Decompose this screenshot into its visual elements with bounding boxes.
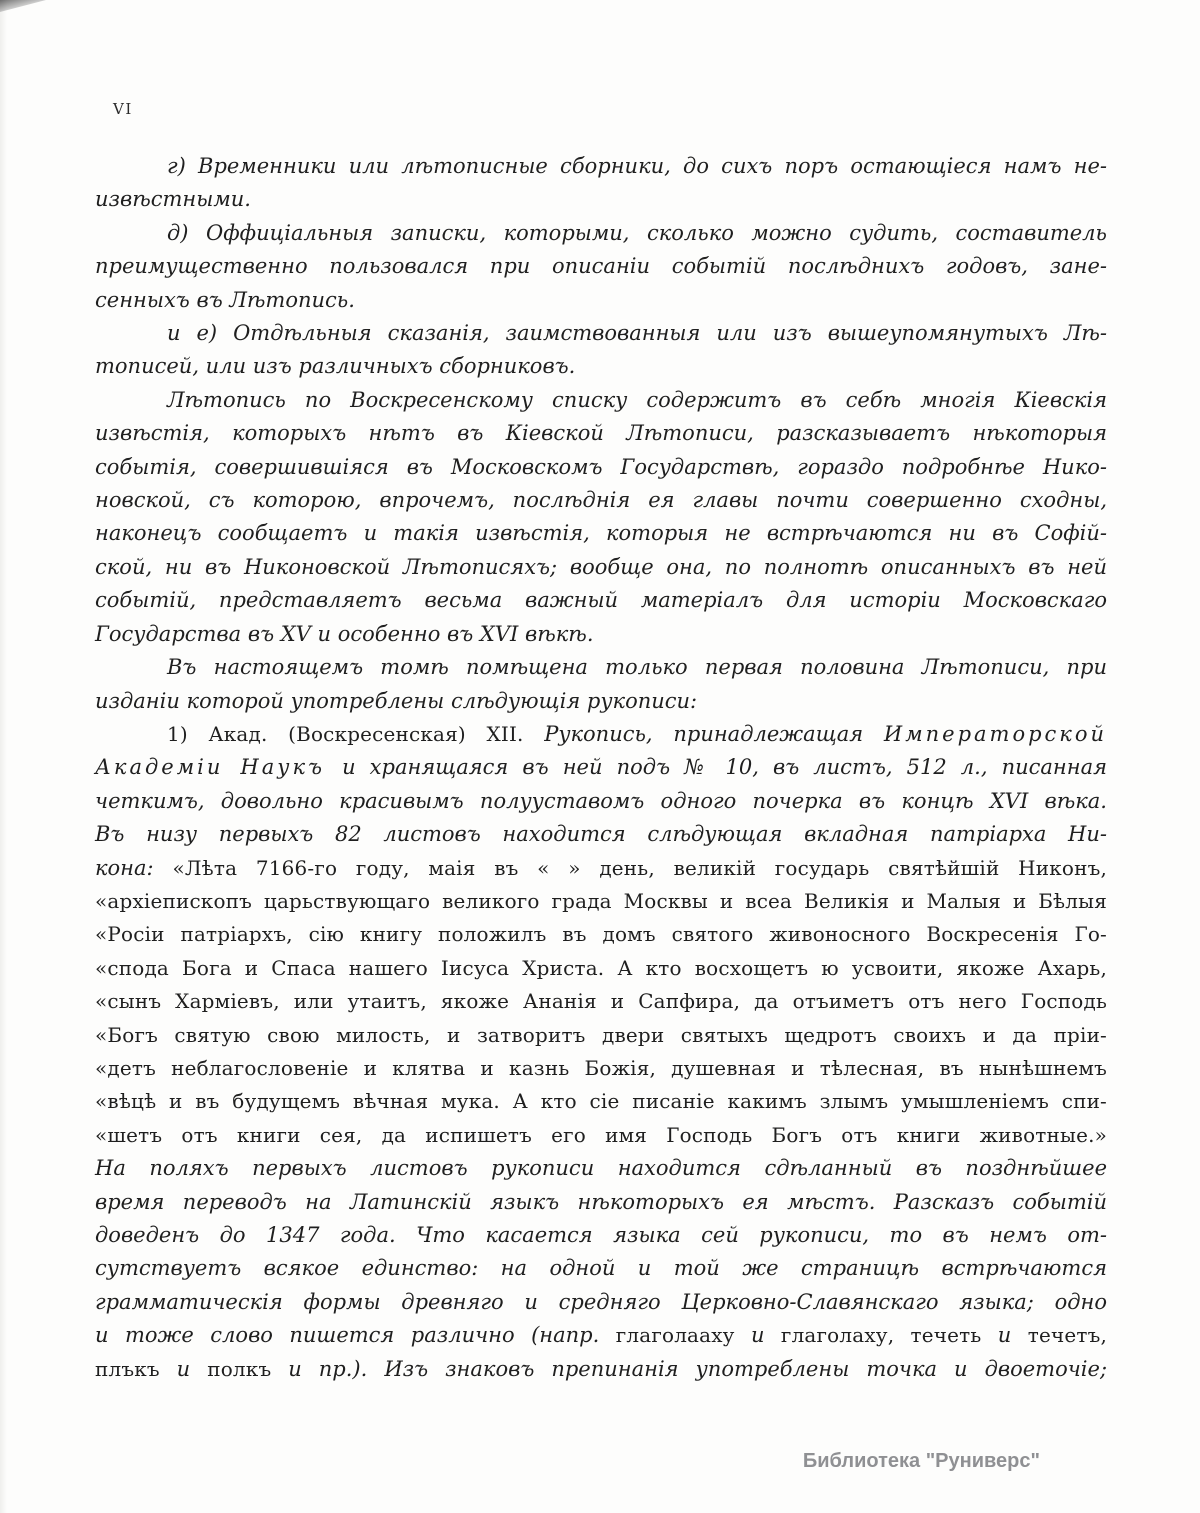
- text-line: [95, 852, 1107, 885]
- text-run: Въ настоящемъ томѣ помѣщена только первая половина Лѣтописи, при: [167, 655, 1107, 680]
- text-run: Въ низу первыхъ 82 листовъ находится слѣдующая вкладная патріарха Ни-: [95, 822, 1107, 847]
- text-run: и тоже слово пишется различно (напр.: [95, 1323, 616, 1348]
- text-run: время переводъ на Латинскій языкъ нѣкоторыхъ ея мѣстъ. Разсказъ событій: [95, 1189, 1107, 1214]
- text-run: и: [997, 1323, 1028, 1348]
- text-run: Рукопись, принадлежащая: [544, 721, 884, 746]
- text-line: [95, 150, 1107, 183]
- text-run: наконецъ сообщаетъ и такія извѣстія, которыя не встрѣчаются ни въ Софій-: [95, 521, 1107, 546]
- text-run: г) Временники или лѣтописные сборники, до сихъ поръ остающіеся намъ не-: [167, 154, 1107, 178]
- text-line: [95, 484, 1107, 517]
- text-line: [95, 551, 1107, 584]
- text-run: преимущественно пользовался при описаніи событій послѣднихъ годовъ, зане-: [95, 254, 1107, 279]
- text-line: [95, 785, 1107, 818]
- text-line: [95, 317, 1107, 350]
- text-run: ской, ни въ Никоновской Лѣтописяхъ; вообще она, по полнотѣ описанныхъ въ ней: [95, 554, 1107, 579]
- text-run: и: [750, 1323, 781, 1348]
- text-run: Государства въ XV и особенно въ XVI вѣкѣ.: [95, 621, 594, 646]
- text-run: глаголаху, течеть: [780, 1323, 998, 1348]
- text-line: [95, 1052, 1107, 1085]
- text-line: [95, 1286, 1107, 1319]
- text-line: [95, 1186, 1107, 1219]
- text-run: новской, съ которою, впрочемъ, послѣднія ея главы почти совершенно сходны,: [95, 488, 1107, 513]
- text-run: извѣстными.: [95, 187, 251, 212]
- text-run: «детъ неблагословеніе и клятва и казнь Божія, душевная и тѣлесная, въ нынѣшнемъ: [95, 1055, 1107, 1080]
- text-run: Императорской: [883, 721, 1107, 746]
- text-line: [95, 885, 1107, 918]
- text-line: [95, 1152, 1107, 1185]
- text-line: [95, 451, 1107, 484]
- watermark: Библиотека "Руниверс": [802, 1450, 1040, 1472]
- text-run: «Богъ святую свою милость, и затворитъ двери святыхъ щедротъ своихъ и да пріи-: [95, 1022, 1107, 1047]
- text-line: [95, 685, 1107, 718]
- text-line: [95, 417, 1107, 450]
- text-run: «архіепископъ царьствующаго великого града Москвы и всеа Великія и Малыя и Бѣлыя: [95, 888, 1107, 913]
- text-run: «вѣцѣ и въ будущемъ вѣчная мука. А кто сіе писаніе какимъ злымъ умышленіемъ спи-: [95, 1089, 1107, 1114]
- text-run: сенныхъ въ Лѣтопись.: [95, 287, 355, 312]
- text-line: [95, 918, 1107, 951]
- text-line: [95, 1119, 1107, 1152]
- text-run: «шетъ отъ книги сея, да испишетъ его имя Господь Богъ отъ книги животные.»: [95, 1122, 1107, 1147]
- text-line: [95, 985, 1107, 1018]
- text-line: [95, 217, 1107, 250]
- text-line: [95, 517, 1107, 550]
- text-line: [95, 1219, 1107, 1252]
- text-run: и пр.). Изъ знаковъ препинанія употреблены точка и двоеточіе;: [288, 1356, 1108, 1381]
- text-line: [95, 183, 1107, 216]
- text-line: [95, 618, 1107, 651]
- text-line: [95, 952, 1107, 985]
- text-run: доведенъ до 1347 года. Что касается языка сей рукописи, то въ немъ от-: [95, 1223, 1107, 1247]
- text-line: [95, 1353, 1107, 1386]
- text-line: [95, 751, 1107, 784]
- text-run: событія, совершившіяся въ Московскомъ Государствѣ, гораздо подробнѣе Нико-: [95, 454, 1107, 479]
- scan-corner-artifact: [0, 0, 46, 12]
- page-text: [95, 150, 1107, 1386]
- text-line: [95, 651, 1107, 684]
- text-run: извѣстія, которыхъ нѣтъ въ Кіевской Лѣтописи, разсказываетъ нѣкоторыя: [95, 421, 1107, 446]
- text-line: [95, 384, 1107, 417]
- text-run: «Росіи патріархъ, сію книгу положилъ въ домъ святого живоносного Воскресенія Го-: [95, 922, 1107, 947]
- text-run: и е) Отдѣльныя сказанія, заимствованныя или изъ вышеупомянутыхъ Лѣ-: [167, 321, 1107, 346]
- text-line: [95, 284, 1107, 317]
- text-run: Лѣтопись по Воскресенскому списку содержитъ въ себѣ многія Кіевскія: [167, 387, 1107, 412]
- text-run: четкимъ, довольно красивымъ полууставомъ одного почерка въ концѣ XVI вѣка.: [95, 788, 1107, 813]
- text-run: тописей, или изъ различныхъ сборниковъ.: [95, 354, 576, 379]
- text-line: [95, 350, 1107, 383]
- text-run: плъкъ: [95, 1356, 177, 1381]
- text-run: сутствуетъ всякое единство: на одной и той же страницѣ встрѣчаются: [95, 1256, 1107, 1281]
- text-line: [95, 818, 1107, 851]
- text-run: полкъ: [207, 1356, 289, 1381]
- text-run: кона:: [95, 855, 173, 880]
- text-run: и: [176, 1356, 208, 1381]
- text-run: течетъ,: [1027, 1323, 1108, 1348]
- text-run: грамматическія формы древняго и средняго Церковно-Славянскаго языка; одно: [95, 1289, 1107, 1314]
- text-line: [95, 1019, 1107, 1052]
- text-line: [95, 250, 1107, 283]
- page-edge-shade: [0, 0, 7, 1513]
- text-run: и хранящаяся въ ней подъ № 10, въ листъ, 512 л., писанная: [342, 755, 1107, 780]
- text-line: [95, 1319, 1107, 1352]
- page-number: VI: [113, 100, 133, 118]
- text-run: На поляхъ первыхъ листовъ рукописи находится сдѣланный въ позднѣйшее: [95, 1156, 1107, 1181]
- text-line: [95, 1252, 1107, 1285]
- text-run: «спода Бога и Спаса нашего Іисуса Христа. А кто восхощетъ ю усвоити, якоже Ахарь,: [95, 955, 1107, 980]
- text-run: «сынъ Харміевъ, или утаитъ, якоже Ананія и Сапфира, да отъиметъ отъ него Господь: [95, 989, 1107, 1014]
- text-run: 1) Акад. (Воскресенская) XII.: [167, 721, 545, 746]
- text-run: «Лѣта 7166-го году, маія въ « » день, великій государь святѣйшій Никонъ,: [172, 855, 1107, 880]
- text-line: [95, 1085, 1107, 1118]
- text-run: д) Оффиціальныя записки, которыми, сколько можно судить, составитель: [167, 220, 1107, 245]
- text-run: глаголааху: [615, 1323, 751, 1348]
- text-run: Академіи Наукъ: [95, 755, 343, 780]
- text-line: [95, 584, 1107, 617]
- text-run: изданіи которой употреблены слѣдующія рукописи:: [95, 688, 698, 713]
- text-run: событій, представляетъ весьма важный матеріалъ для исторіи Московскаго: [95, 588, 1107, 613]
- text-line: [95, 718, 1107, 751]
